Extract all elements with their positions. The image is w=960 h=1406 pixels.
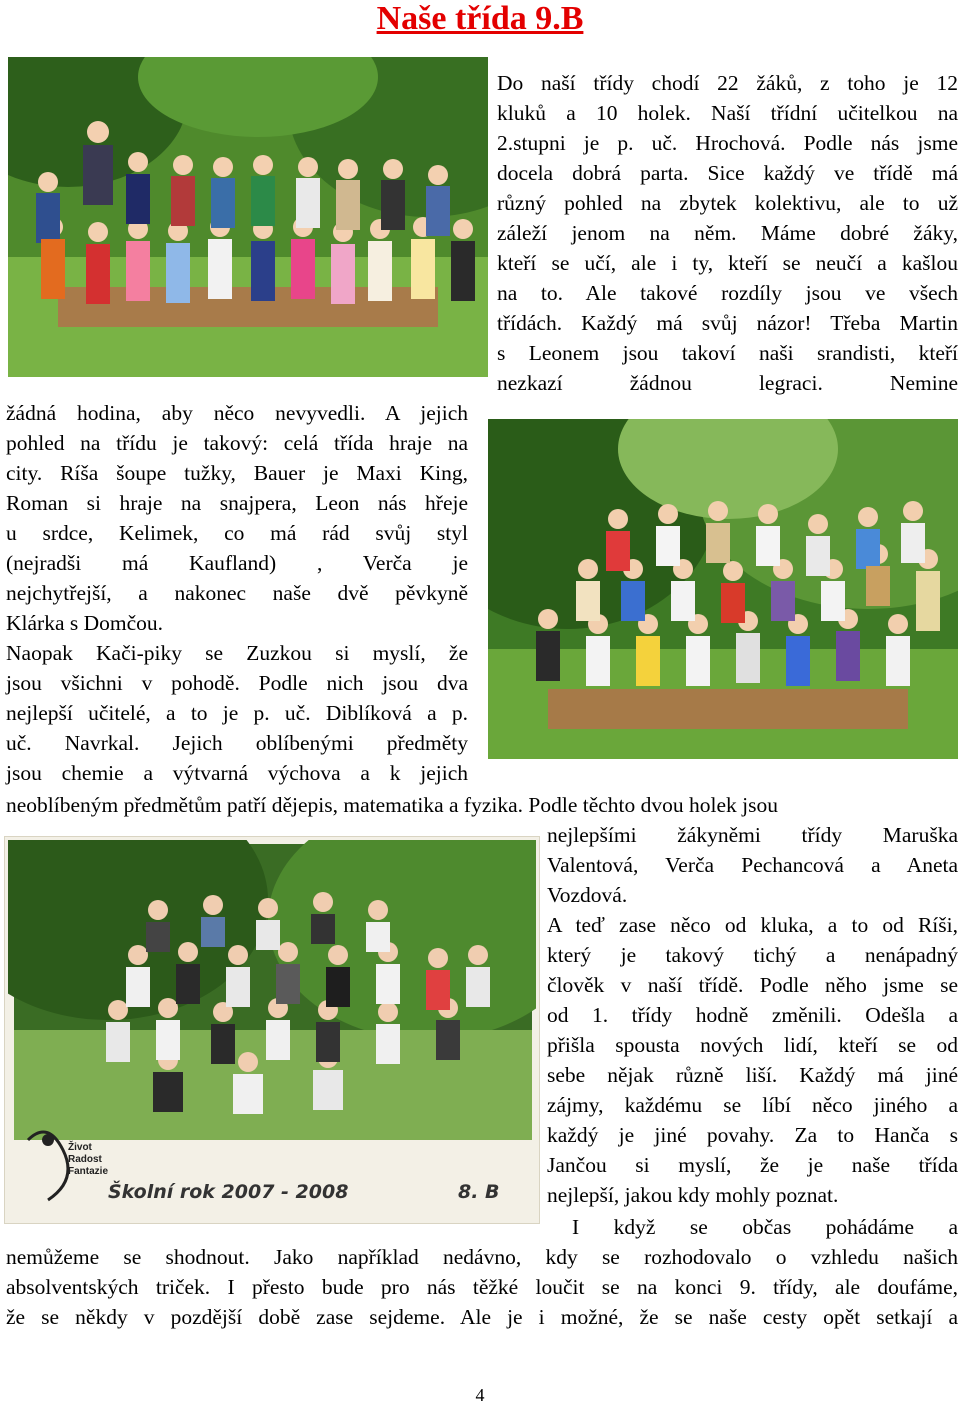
page-number: 4 <box>475 1385 485 1405</box>
text-line: zájmy, každému se líbí něco jiného a <box>547 1093 958 1117</box>
text-line: s Leonem jsou takoví naši srandisti, kteří <box>497 341 958 365</box>
text-line: na to. Ale takové rozdíly jsou ve všech <box>497 281 958 305</box>
text-line: kluků a 10 holek. Naší třídní učitelkou na <box>497 101 958 125</box>
text-line: různý pohled na zbytek kolektivu, ale to už <box>497 191 958 215</box>
text-line: Roman si hraje na snajpera, Leon nás hřeje <box>6 491 468 515</box>
class-photo-1 <box>8 57 488 377</box>
text-line: uč. Navrkal. Jejich oblíbenými předměty <box>6 731 468 755</box>
text-line: třídách. Každý má svůj názor! Třeba Martin <box>497 311 958 335</box>
text-line: Do naší třídy chodí 22 žáků, z toho je 12 <box>497 71 958 95</box>
text-line: člověk v naší třídě. Podle něho jsme se <box>547 973 958 997</box>
text-line: Klárka s Domčou. <box>6 611 164 635</box>
page-title: Naše třída 9.B <box>376 0 584 37</box>
text-line: 2.stupni je p. uč. Hrochová. Podle nás jsme <box>497 131 958 155</box>
text-line: neoblíbeným předmětům patří dějepis, matematika a fyzika. Podle těchto dvou holek jsou <box>6 793 779 817</box>
logo-line3: Fantazie <box>68 1166 109 1177</box>
photo-caption-year: Školní rok 2007 - 2008 <box>108 1181 349 1203</box>
text-line: Naopak Kači-piky se Zuzkou si myslí, že <box>6 641 468 665</box>
text-line: nejlepší, jakou kdy mohly poznat. <box>547 1183 839 1207</box>
class-photo-2 <box>488 419 958 759</box>
text-line: nejlepší učitelé, a to je p. uč. Diblíková a p. <box>6 701 468 725</box>
text-line: (nejradši má Kaufland) , Verča je <box>6 551 468 575</box>
logo-line1: Život <box>68 1142 92 1153</box>
text-line: nejchytřejší, a nakonec naše dvě pěvkyně <box>6 581 468 605</box>
text-line: záleží jenom na něm. Máme dobré žáky, <box>497 221 958 245</box>
text-line: Jančou si myslí, že je naše třída <box>547 1153 958 1177</box>
text-line: A teď zase něco od kluka, a to od Ríši, <box>547 913 958 937</box>
text-line: jsou chemie a výtvarná výchova a k jejich <box>6 761 468 785</box>
text-line: docela dobrá parta. Sice každý ve třídě má <box>497 161 958 185</box>
text-line: Valentová, Verča Pechancová a Aneta <box>547 853 958 877</box>
photo-caption-class: 8. B <box>458 1181 500 1203</box>
text-line: nemůžeme se shodnout. Jako například nedávno, kdy se rozhodovalo o vzhledu našich <box>6 1245 958 1269</box>
class-photo-3 <box>8 840 536 1220</box>
text-line: Vozdová. <box>547 883 628 907</box>
text-line: sebe nějak různě liší. Každý má jiné <box>547 1063 958 1087</box>
text-line: každý je jiné povahy. Za to Hanča s <box>547 1123 958 1147</box>
text-line: žádná hodina, aby něco nevyvedli. A jejich <box>6 401 468 425</box>
text-line: city. Ríša šoupe tužky, Bauer je Maxi King, <box>6 461 468 485</box>
text-line: nejlepšími žákyněmi třídy Maruška <box>547 823 958 847</box>
text-line: absolventských triček. I přesto bude pro nás těžké loučit se na konci 9. třídy, ale doufáme, <box>6 1275 958 1299</box>
text-line: pohled na třídu je takový: celá třída hraje na <box>6 431 468 455</box>
text-line: který je takový tichý a nenápadný <box>547 943 958 967</box>
text-line: nezkazí žádnou legraci. Nemine <box>497 371 958 395</box>
text-line: I když se občas pohádáme a <box>572 1215 958 1239</box>
logo-line2: Radost <box>68 1154 102 1165</box>
text-line: kteří se učí, ale i ty, kteří se neučí a kašlou <box>497 251 958 275</box>
text-line: přišla spousta nových lidí, kteří se od <box>547 1033 958 1057</box>
text-line: jsou všichni v pohodě. Podle nich jsou dva <box>6 671 468 695</box>
text-line: že se někdy v pozdější době zase sejdeme. Ale je i možné, že se naše cesty opět setkají a <box>6 1305 958 1329</box>
text-line: u srdce, Kelimek, co má rád svůj styl <box>6 521 468 545</box>
text-line: od 1. třídy hodně změnili. Odešla a <box>547 1003 958 1027</box>
